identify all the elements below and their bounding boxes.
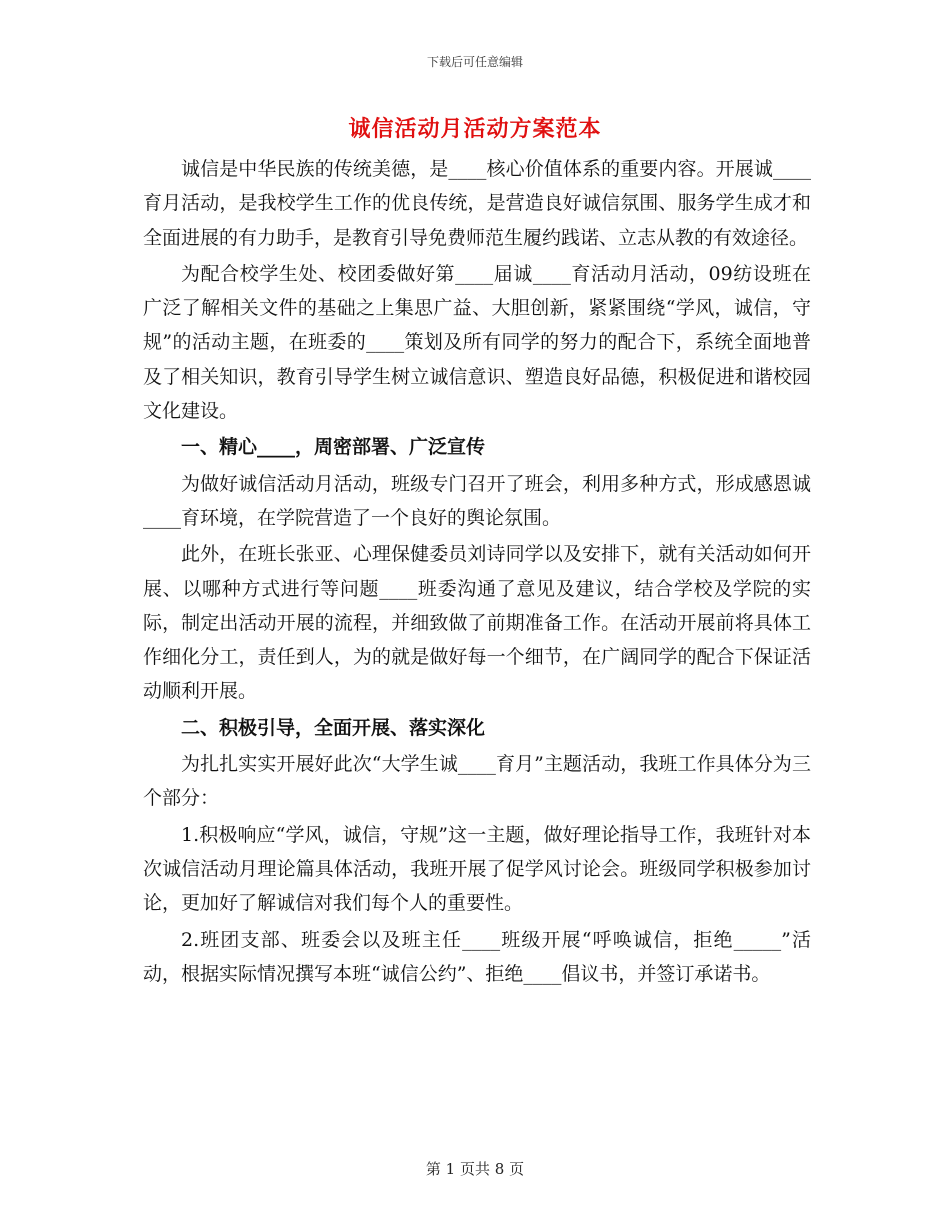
document-body	[143, 152, 811, 993]
paragraph-section1-a: 为做好诚信活动月活动，班级专门召开了班会，利用多种方式，形成感恩诚____育环境，在学院营造了一个良好的舆论氛围。	[143, 472, 811, 529]
paragraph-background: 为配合校学生处、校团委做好第____届诚____育活动月活动，09纺设班在广泛了解相关文件的基础之上集思广益、大胆创新，紧紧围绕“学风，诚信，守规”的活动主题，在班委的____策划及所有同学的努力的配合下，系统全面地普及了相关知识，教育引导学生树立诚信意识、塑造良好品德，积极促进和谐校园文化建设。	[143, 262, 811, 423]
paragraph-section1-b: 此外，在班长张亚、心理保健委员刘诗同学以及安排下，就有关活动如何开展、以哪种方式进行等问题____班委沟通了意见及建议，结合学校及学院的实际，制定出活动开展的流程，并细致做了前期准备工作。在活动开展前将具体工作细化分工，责任到人，为的就是做好每一个细节，在广阔同学的配合下保证活动顺利开展。	[143, 543, 811, 703]
page-header: 下载后可任意编辑	[426, 55, 523, 69]
paragraph-section2-a: 为扎扎实实开展好此次“大学生诚____育月”主题活动，我班工作具体分为三个部分：	[143, 753, 811, 810]
paragraph-item-2: 2.班团支部、班委会以及班主任____班级开展“呼唤诚信，拒绝_____”活动，根据实际情况撰写本班“诚信公约”、拒绝____倡议书，并签订承诺书。	[143, 928, 811, 985]
section-heading-1: 一、精心____，周密部署、广泛宣传	[181, 436, 486, 459]
paragraph-item-1: 1.积极响应“学风，诚信，守规”这一主题，做好理论指导工作，我班针对本次诚信活动月理论篇具体活动，我班开展了促学风讨论会。班级同学积极参加讨论，更加好了解诚信对我们每个人的重要性。	[143, 823, 811, 915]
section-heading-2: 二、积极引导，全面开展、落实深化	[181, 716, 486, 739]
document-title: 诚信活动月活动方案范本	[348, 116, 602, 142]
page-number: 第 1 页共 8 页	[425, 1160, 525, 1178]
paragraph-intro: 诚信是中华民族的传统美德，是____核心价值体系的重要内容。开展诚____育月活动，是我校学生工作的优良传统，是营造良好诚信氛围、服务学生成才和全面进展的有力助手，是教育引导免费师范生履约践诺、立志从教的有效途径。	[143, 158, 811, 249]
